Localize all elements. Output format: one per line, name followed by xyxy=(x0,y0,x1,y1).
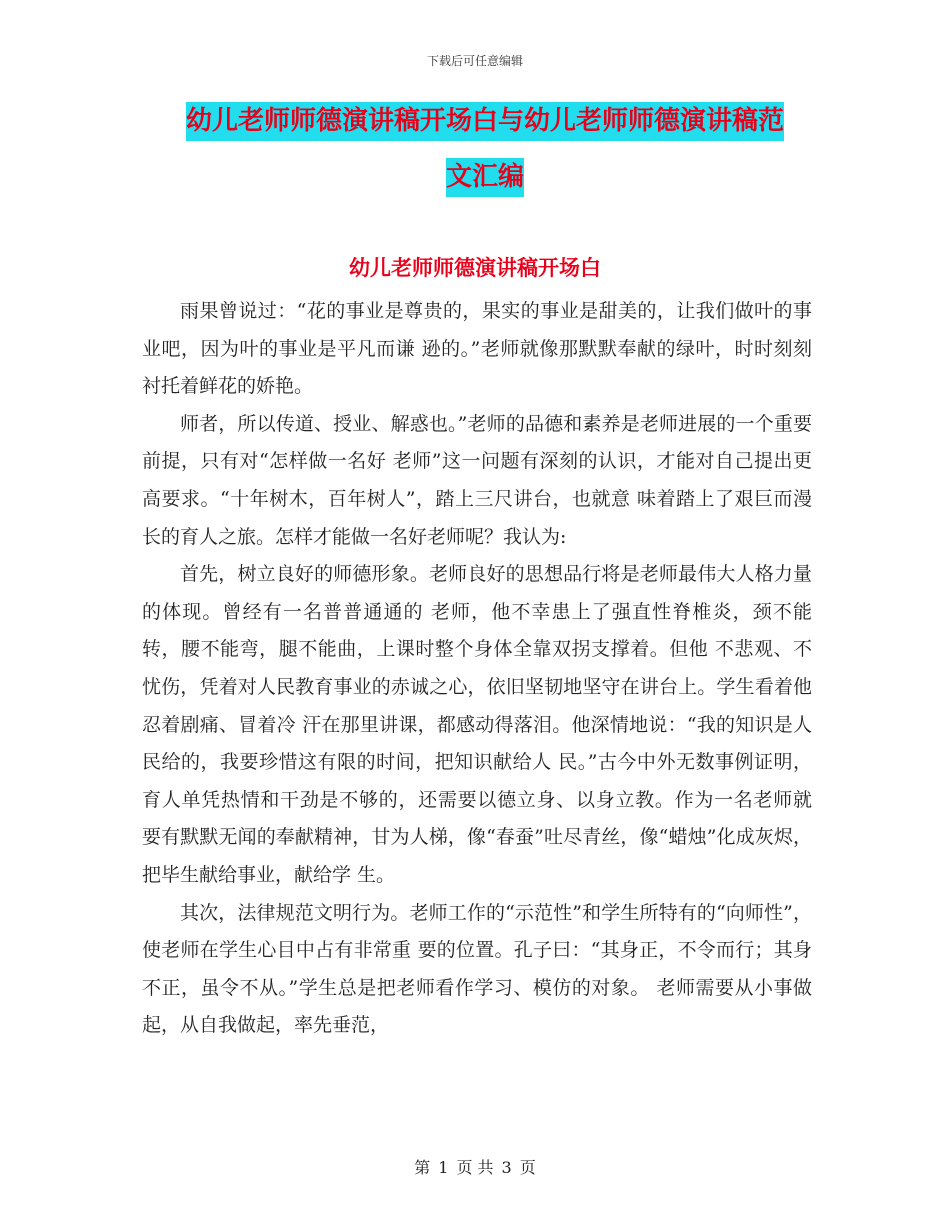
page-footer xyxy=(0,1155,950,1178)
document-title xyxy=(150,108,820,220)
footer-page-number: 1 xyxy=(438,1158,449,1177)
footer-suffix: 页 xyxy=(519,1158,536,1177)
footer-total-pages: 3 xyxy=(501,1158,512,1177)
title-line-1 xyxy=(150,108,820,138)
footer-prefix: 第 xyxy=(414,1158,431,1177)
section-heading: 幼儿老师师德演讲稿开场白 xyxy=(349,256,601,280)
paragraph-2: 师者，所以传道、授业、解惑也。”老师的品德和素养是老师进展的一个重要前提，只有对“怎样做一名好 老师”这一问题有深刻的认识，才能对自己提出更高要求。“十年树木，百年树人”，踏上三尺讲台，也就意 味着踏上了艰巨而漫长的育人之旅。怎样才能做一名好老师呢？我认为: xyxy=(142,412,812,548)
paragraph-4: 其次，法律规范文明行为。老师工作的“示范性”和学生所特有的“向师性”，使老师在学生心目中占有非常重 要的位置。孔子曰：“其身正，不令而行；其身不正，虽令不从。”学生总是把老师看作学习、模仿的对象。 老师需要从小事做起，从自我做起，率先垂范， xyxy=(142,901,812,1037)
title-line-1-text: 幼儿老师师德演讲稿开场白与幼儿老师师德演讲稿范 xyxy=(186,102,784,141)
header-note: 下载后可任意编辑 xyxy=(426,54,523,68)
title-line-2-text: 文汇编 xyxy=(446,158,524,197)
title-line-2 xyxy=(150,164,820,194)
paragraph-3: 首先，树立良好的师德形象。老师良好的思想品行将是老师最伟大人格力量的体现。曾经有一名普普通通的 老师，他不幸患上了强直性脊椎炎，颈不能转，腰不能弯，腿不能曲，上课时整个身体全靠双拐支撑着。但他 不悲观、不忧伤，凭着对人民教育事业的赤诚之心，依旧坚韧地坚守在讲台上。学生看着他忍着剧痛、冒着冷 汗在那里讲课，都感动得落泪。他深情地说：“我的知识是人民给的，我要珍惜这有限的时间，把知识献给人 民。”古今中外无数事例证明，育人单凭热情和干劲是不够的，还需要以德立身、以身立教。作为一名老师就 要有默默无闻的奉献精神，甘为人梯，像“春蚕”吐尽青丝，像“蜡烛”化成灰烬，把毕生献给事业，献给学 生。 xyxy=(142,563,812,886)
paragraph-1: 雨果曾说过：“花的事业是尊贵的，果实的事业是甜美的，让我们做叶的事业吧，因为叶的事业是平凡而谦 逊的。”老师就像那默默奉献的绿叶，时时刻刻衬托着鲜花的娇艳。 xyxy=(142,300,812,398)
document-body xyxy=(142,293,812,1045)
footer-middle: 页 共 xyxy=(456,1158,494,1177)
